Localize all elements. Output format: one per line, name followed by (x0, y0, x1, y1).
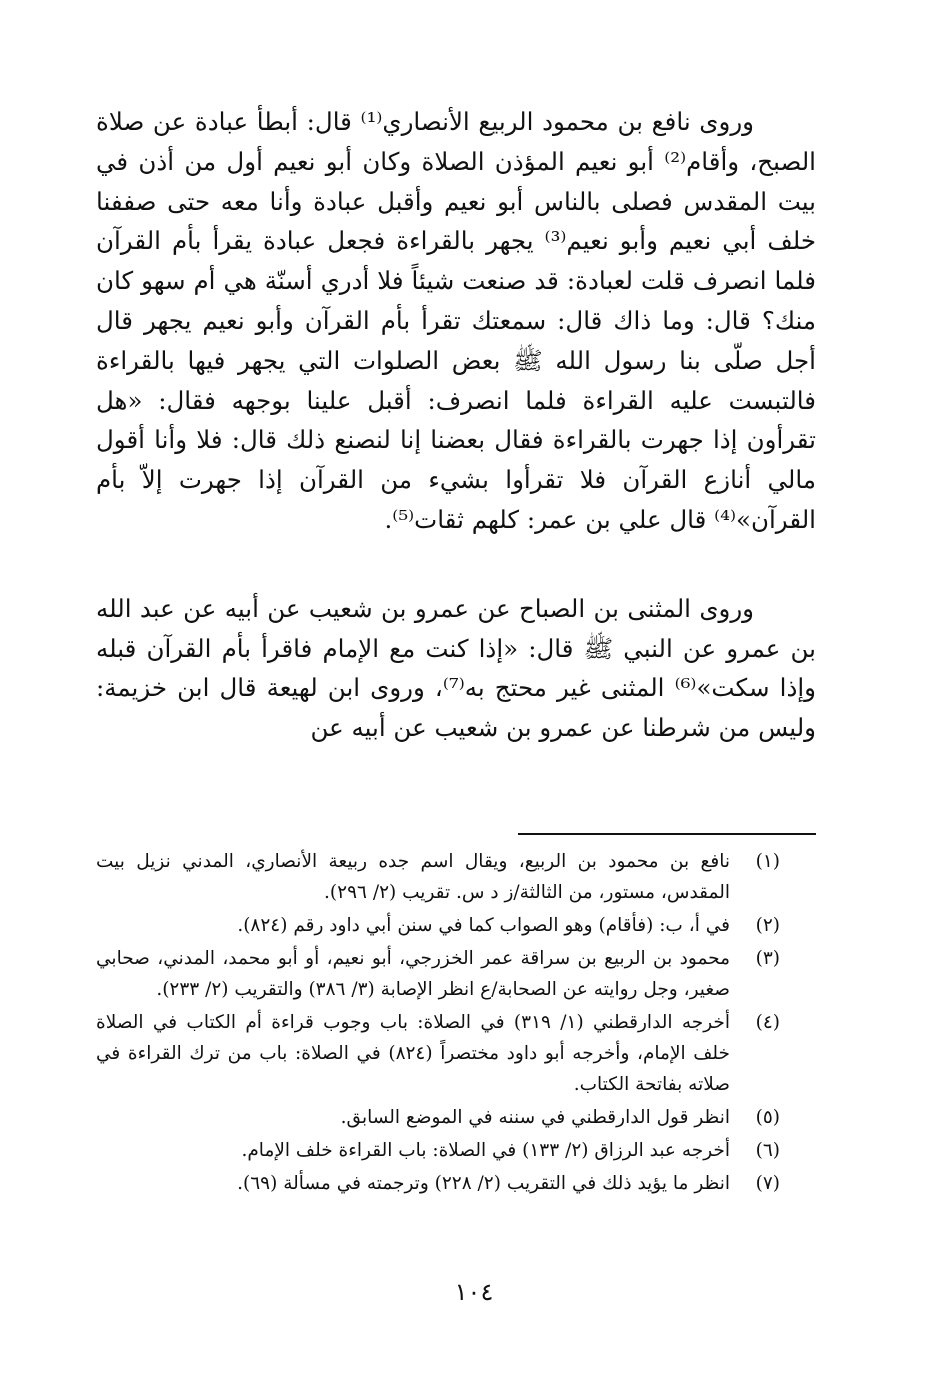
footnote-2 (96, 910, 780, 941)
footnote-text: أخرجه عبد الرزاق (٢/ ١٣٣) في الصلاة: باب القراءة خلف الإمام. (241, 1140, 730, 1161)
footnote-number: (٧) (755, 1173, 780, 1194)
footnote-6 (96, 1135, 780, 1166)
main-text (96, 102, 816, 748)
footnote-number: (٢) (755, 915, 780, 936)
page-number: ١٠٤ (454, 1278, 494, 1306)
footnote-7 (96, 1168, 780, 1199)
footnote-3 (96, 943, 780, 1005)
footnote-text: أخرجه الدارقطني (١/ ٣١٩) في الصلاة: باب وجوب قراءة أم الكتاب في الصلاة خلف الإمام، وأخرجه أبو داود مختصراً (٨٢٤) في الصلاة: باب من ترك القراءة في صلاته بفاتحة الكتاب. (96, 1012, 730, 1095)
footnote-number: (٤) (755, 1012, 780, 1033)
footnote-1 (96, 846, 780, 908)
footnote-number: (٣) (755, 948, 780, 969)
footnote-number: (٥) (755, 1107, 780, 1128)
paragraph-2: وروى المثنى بن الصباح عن عمرو بن شعيب عن أبيه عن عبد الله بن عمرو عن النبي ﷺ قال: «إذا كنت مع الإمام فاقرأ بأم القرآن قبله وإذا سكت»⁽⁶⁾ المثنى غير محتج به⁽⁷⁾، وروى ابن لهيعة قال ابن خزيمة: وليس من شرطنا عن عمرو بن شعيب عن أبيه عن (96, 593, 816, 743)
paragraph-1: وروى نافع بن محمود الربيع الأنصاري⁽¹⁾ قال: أبطأ عبادة عن صلاة الصبح، وأقام⁽²⁾ أبو نعيم المؤذن الصلاة وكان أبو نعيم أول من أذن في بيت المقدس فصلى بالناس أبو نعيم وأقبل عبادة وأنا معه حتى صففنا خلف أبي نعيم وأبو نعيم⁽³⁾ يجهر بالقراءة فجعل عبادة يقرأ بأم القرآن فلما انصرف قلت لعبادة: قد صنعت شيئاً فلا أدري أسنّة هي أم سهو كان منك؟ قال: وما ذاك قال: سمعتك تقرأ بأم القرآن وأبو نعيم يجهر قال أجل صلّى بنا رسول الله ﷺ بعض الصلوات التي يجهر فيها بالقراءة فالتبست عليه القراءة فلما انصرف: أقبل علينا بوجهه فقال: «هل تقرأون إذا جهرت بالقراءة فقال بعضنا إنا لنصنع ذلك قال: فلا وأنا أقول مالي أنازع القرآن فلا تقرأوا بشيء من القرآن إذا جهرت إلاّ بأم القرآن»⁽⁴⁾ قال علي بن عمر: كلهم ثقات⁽⁵⁾. (96, 107, 816, 534)
footnote-number: (١) (755, 851, 780, 872)
footnote-number: (٦) (755, 1140, 780, 1161)
footnote-text: في أ، ب: (فأقام) وهو الصواب كما في سنن أبي داود رقم (٨٢٤). (237, 915, 730, 936)
footnote-text: محمود بن الربيع بن سراقة عمر الخزرجي، أبو نعيم، أو أبو محمد، المدني، صحابي صغير، وجل روايته عن الصحابة/ع انظر الإصابة (٣/ ٣٨٦) والتقريب (٢/ ٢٣٣). (96, 948, 730, 1000)
footnote-separator (518, 833, 816, 835)
footnote-5 (96, 1102, 780, 1133)
footnote-text: نافع بن محمود بن الربيع، ويقال اسم جده ربيعة الأنصاري، المدني نزيل بيت المقدس، مستور، من الثالثة/ز د س. تقريب (٢/ ٢٩٦). (96, 851, 730, 903)
footnote-text: انظر ما يؤيد ذلك في التقريب (٢/ ٢٢٨) وترجمته في مسألة (٦٩). (237, 1173, 730, 1194)
footnote-text: انظر قول الدارقطني في سننه في الموضع السابق. (340, 1107, 730, 1128)
footnote-4 (96, 1007, 780, 1100)
footnotes (96, 846, 780, 1201)
